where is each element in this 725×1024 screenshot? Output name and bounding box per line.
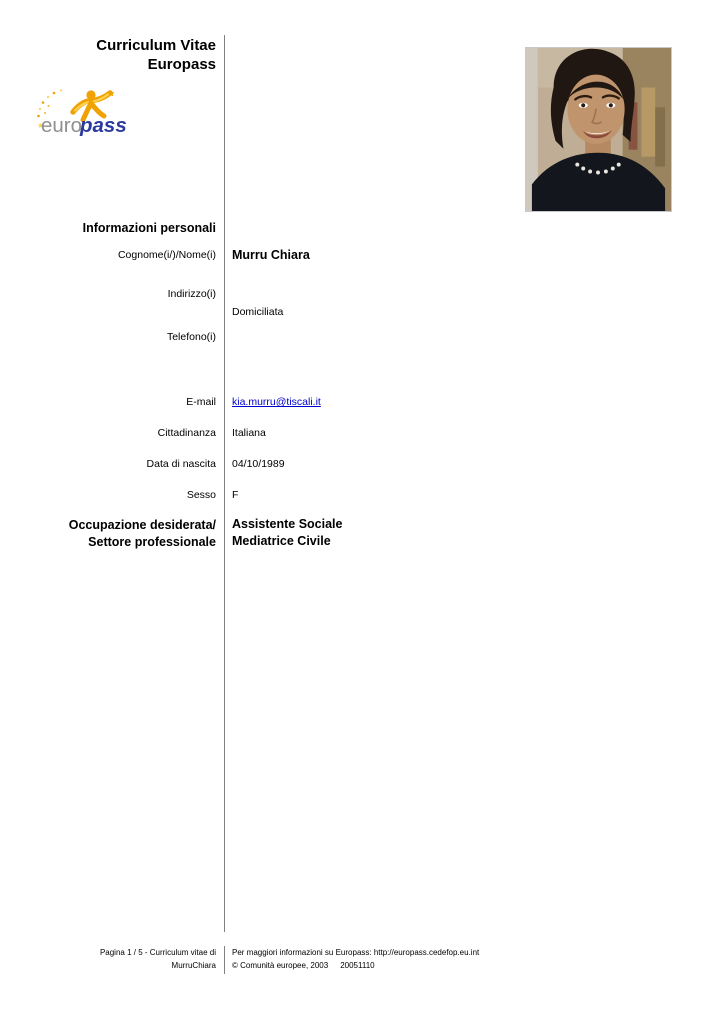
logo-text-euro: euro [41,114,83,137]
footer-info-line2-wrap [232,959,532,972]
birthdate-label: Data di nascita [146,458,216,470]
surname-label: Cognome(i/)/Nome(i) [117,249,216,261]
occupation-heading-line1: Occupazione desiderata/ [68,518,216,532]
citizenship-value: Italiana [232,427,266,439]
europass-logo-graphic [33,86,137,138]
footer-page-line2: MurruChiara [171,961,216,970]
email-value-cell [232,396,512,409]
surname-value: Murru Chiara [232,248,310,262]
portrait-photo [525,47,672,212]
sex-label: Sesso [186,489,216,501]
occupation-value-line1: Assistente Sociale [232,517,343,531]
footer-doc-number: 20051110 [340,961,375,970]
document-title-line2: Europass [147,56,216,73]
email-link[interactable]: kia.murru@tiscali.it [232,396,321,408]
citizenship-label: Cittadinanza [157,427,216,439]
birthdate-value: 04/10/1989 [232,458,285,470]
occupation-value [232,516,512,550]
address-value: Domiciliata [232,306,284,318]
document-title-line1: Curriculum Vitae [96,37,216,54]
occupation-heading-line2: Settore professionale [88,535,216,549]
portrait-photo-graphic [526,48,671,211]
main-column-divider [224,35,225,932]
footer-column-divider [224,946,225,974]
footer-page-info [0,946,216,972]
occupation-value-line2: Mediatrice Civile [232,534,331,548]
personal-info-heading: Informazioni personali [82,221,216,235]
email-label: E-mail [186,396,216,408]
footer-copyright: © Comunità europee, 2003 [232,961,329,970]
address-label: Indirizzo(i) [167,288,216,300]
sex-value: F [232,489,239,501]
europass-logo [33,86,137,138]
phone-label: Telefono(i) [166,331,216,343]
logo-text-pass: pass [80,114,127,137]
footer-europass-info [232,946,532,972]
footer-page-line1: Pagina 1 / 5 - Curriculum vitae di [99,948,216,957]
document-title [0,36,216,74]
footer-info-line1: Per maggiori informazioni su Europass: http://europass.cedefop.eu.int [232,948,480,957]
occupation-heading [0,517,216,551]
